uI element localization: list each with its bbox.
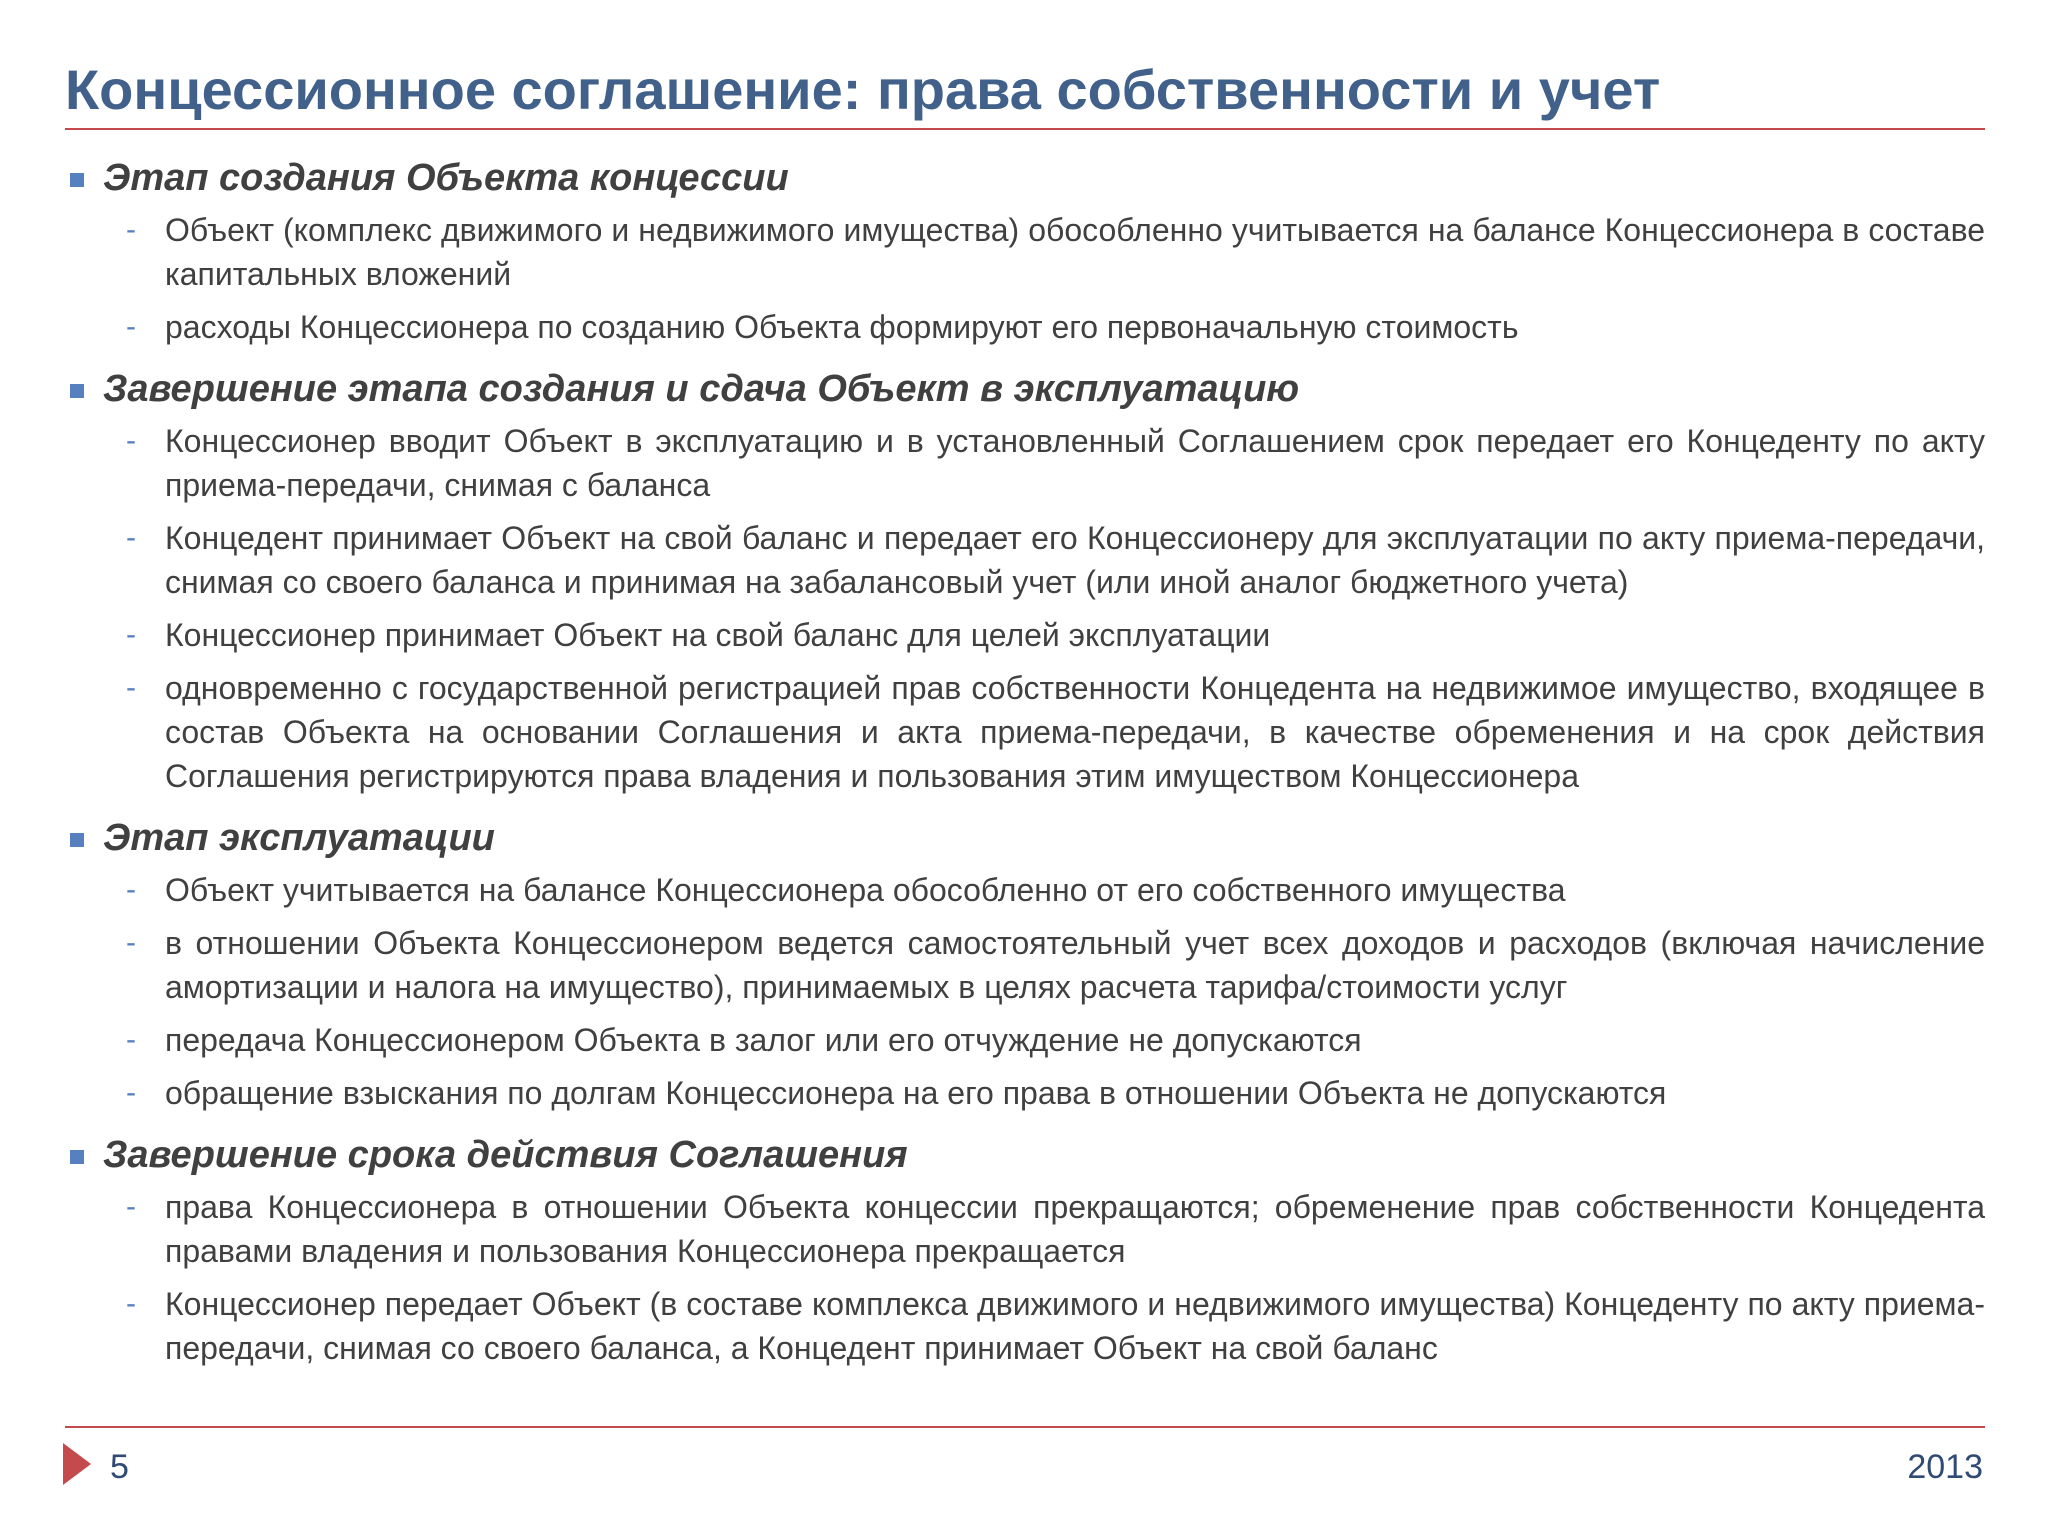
section-heading xyxy=(65,361,1985,417)
list-item xyxy=(65,305,1985,349)
section-heading-text: Завершение срока действия Соглашения xyxy=(103,1134,908,1176)
section xyxy=(65,150,1985,349)
page-number: 5 xyxy=(110,1448,129,1486)
dash-bullet: - xyxy=(126,1076,136,1109)
section xyxy=(65,810,1985,1115)
list-item xyxy=(65,613,1985,657)
title-divider xyxy=(65,128,1985,130)
list-item-text: одновременно с государственной регистрацией прав собственности Концедента на недвижимое имущество, входящее в состав Объекта на основании Соглашения и акта приема-передачи, в качестве обременения и на срок действия Соглашения регистрируются права владения и пользования этим имуществом Концессионера xyxy=(165,670,1985,794)
list-item-text: передача Концессионером Объекта в залог или его отчуждение не допускаются xyxy=(165,1022,1362,1058)
triangle-right-icon xyxy=(63,1443,91,1485)
page-title: Концессионное соглашение: права собственности и учет xyxy=(65,58,1661,121)
footer-divider xyxy=(65,1426,1985,1428)
section-heading-text: Завершение этапа создания и сдача Объект в эксплуатацию xyxy=(103,368,1300,410)
dash-bullet: - xyxy=(126,926,136,959)
list-item-text: расходы Концессионера по созданию Объекта формируют его первоначальную стоимость xyxy=(165,309,1519,345)
section xyxy=(65,361,1985,798)
dash-bullet: - xyxy=(126,1190,136,1223)
section-heading-text: Этап создания Объекта концессии xyxy=(103,157,789,199)
list-item xyxy=(65,1071,1985,1115)
section-heading xyxy=(65,150,1985,206)
section-heading xyxy=(65,810,1985,866)
footer-year: 2013 xyxy=(1907,1448,1983,1486)
dash-bullet: - xyxy=(126,424,136,457)
list-item xyxy=(65,868,1985,912)
section xyxy=(65,1127,1985,1370)
dash-bullet: - xyxy=(126,521,136,554)
dash-bullet: - xyxy=(126,1023,136,1056)
dash-bullet: - xyxy=(126,671,136,704)
list-item xyxy=(65,516,1985,604)
square-bullet-icon xyxy=(70,833,84,847)
list-item-text: Объект учитывается на балансе Концессионера обособленно от его собственного имущества xyxy=(165,872,1566,908)
section-heading xyxy=(65,1127,1985,1183)
list-item-text: обращение взыскания по долгам Концессионера на его права в отношении Объекта не допускаются xyxy=(165,1075,1667,1111)
list-item-text: Объект (комплекс движимого и недвижимого имущества) обособленно учитывается на балансе Концессионера в составе капитальных вложений xyxy=(165,212,1985,292)
list-item xyxy=(65,666,1985,798)
list-item-text: права Концессионера в отношении Объекта концессии прекращаются; обременение прав собственности Концедента правами владения и пользования Концессионера прекращается xyxy=(165,1189,1985,1269)
dash-bullet: - xyxy=(126,873,136,906)
slide-content xyxy=(65,150,1985,1370)
list-item-text: Концессионер передает Объект (в составе комплекса движимого и недвижимого имущества) Концеденту по акту приема-передачи, снимая со своего баланса, а Концедент принимает Объект на свой баланс xyxy=(165,1286,1985,1366)
section-heading-text: Этап эксплуатации xyxy=(103,817,495,859)
list-item-text: Концессионер вводит Объект в эксплуатацию и в установленный Соглашением срок передает его Концеденту по акту приема-передачи, снимая с баланса xyxy=(165,423,1985,503)
list-item xyxy=(65,1282,1985,1370)
square-bullet-icon xyxy=(70,173,84,187)
dash-bullet: - xyxy=(126,213,136,246)
list-item xyxy=(65,1185,1985,1273)
dash-bullet: - xyxy=(126,1287,136,1320)
square-bullet-icon xyxy=(70,1150,84,1164)
list-item-text: Концедент принимает Объект на свой баланс и передает его Концессионеру для эксплуатации по акту приема-передачи, снимая со своего баланса и принимая на забалансовый учет (или иной аналог бюджетного учета) xyxy=(165,520,1985,600)
dash-bullet: - xyxy=(126,618,136,651)
list-item xyxy=(65,208,1985,296)
list-item xyxy=(65,1018,1985,1062)
square-bullet-icon xyxy=(70,384,84,398)
list-item xyxy=(65,921,1985,1009)
list-item-text: Концессионер принимает Объект на свой баланс для целей эксплуатации xyxy=(165,617,1271,653)
list-item-text: в отношении Объекта Концессионером ведется самостоятельный учет всех доходов и расходов (включая начисление амортизации и налога на имущество), принимаемых в целях расчета тарифа/стоимости услуг xyxy=(165,925,1985,1005)
list-item xyxy=(65,419,1985,507)
dash-bullet: - xyxy=(126,310,136,343)
